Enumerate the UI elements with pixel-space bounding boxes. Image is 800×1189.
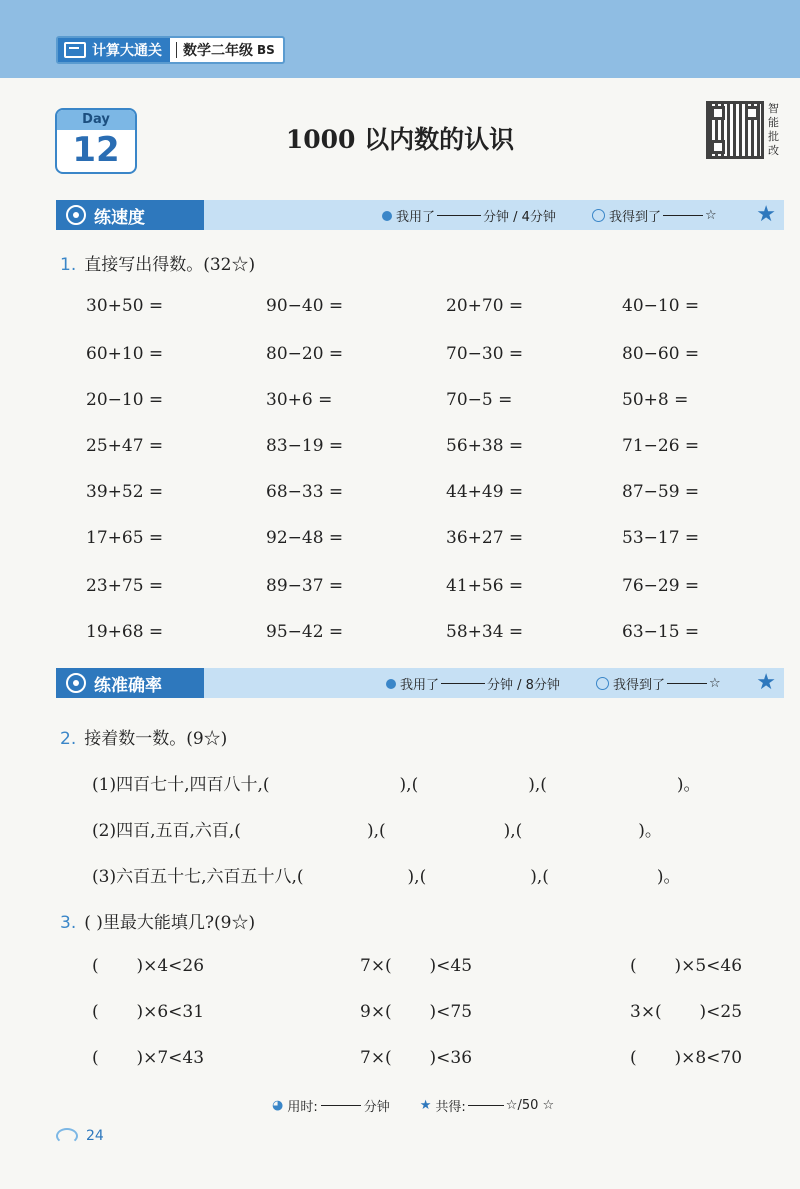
equation: 76−29 = <box>622 576 700 596</box>
equation: 60+10 = <box>86 344 164 364</box>
check-icon <box>596 677 609 690</box>
section-accuracy-tag <box>56 668 204 698</box>
equation: 56+38 = <box>446 436 524 456</box>
book-icon <box>64 42 86 58</box>
equation: 40−10 = <box>622 296 700 316</box>
inequality: 9×( )<75 <box>360 1002 473 1022</box>
series-block <box>58 38 170 62</box>
equation: 68−33 = <box>266 482 344 502</box>
star-icon: ★ <box>419 1098 432 1113</box>
section-accuracy-label: 练准确率 <box>94 675 162 696</box>
inequality: ( )×7<43 <box>92 1048 205 1068</box>
equation: 83−19 = <box>266 436 344 456</box>
equation: 58+34 = <box>446 622 524 642</box>
equation: 89−37 = <box>266 576 344 596</box>
qr-code-icon[interactable] <box>706 101 764 159</box>
equation: 36+27 = <box>446 528 524 548</box>
equation: 90−40 = <box>266 296 344 316</box>
equation: 71−26 = <box>622 436 700 456</box>
target-icon <box>66 673 86 693</box>
equation: 39+52 = <box>86 482 164 502</box>
equation: 50+8 = <box>622 390 689 410</box>
count-line-3: (3)六百五十七,六百五十八,( ),( ),( )。 <box>92 867 681 887</box>
equation: 20+70 = <box>446 296 524 316</box>
equation: 95−42 = <box>266 622 344 642</box>
question-2-heading: 2. 接着数一数。(9☆) <box>60 729 228 749</box>
question-3-heading: 3. ( )里最大能填几?(9☆) <box>60 913 256 933</box>
inequality: 7×( )<36 <box>360 1048 473 1068</box>
clock-icon <box>382 211 392 221</box>
count-line-1: (1)四百七十,四百八十,( ),( ),( )。 <box>92 775 701 795</box>
star-decoration-icon: ★ <box>756 202 776 227</box>
equation: 20−10 = <box>86 390 164 410</box>
day-number: 12 <box>72 130 120 170</box>
equation: 30+50 = <box>86 296 164 316</box>
section-accuracy-bar <box>56 668 784 698</box>
section-speed-tag <box>56 200 204 230</box>
series-header <box>56 36 285 64</box>
equation: 25+47 = <box>86 436 164 456</box>
footer-summary: ◕ 用时: 分钟 ★ 共得: ☆/50 ☆ <box>272 1098 555 1115</box>
top-band <box>0 0 800 78</box>
divider <box>176 42 177 58</box>
inequality: 3×( )<25 <box>630 1002 743 1022</box>
equation: 80−20 = <box>266 344 344 364</box>
inequality: ( )×6<31 <box>92 1002 205 1022</box>
qr-caption: 智 能 批 改 <box>768 102 779 157</box>
clock-icon: ◕ <box>272 1098 284 1113</box>
edition-label: BS <box>257 43 275 57</box>
section-speed-label: 练速度 <box>94 207 145 228</box>
page-number: 24 <box>56 1128 104 1144</box>
equation: 23+75 = <box>86 576 164 596</box>
star-decoration-icon: ★ <box>756 670 776 695</box>
time-used-1: 我用了 分钟 / 4分钟 <box>382 206 556 225</box>
equation: 87−59 = <box>622 482 700 502</box>
clock-icon <box>386 679 396 689</box>
equation: 19+68 = <box>86 622 164 642</box>
check-icon <box>592 209 605 222</box>
score-1: 我得到了 ☆ <box>592 206 717 225</box>
score-2: 我得到了 ☆ <box>596 674 721 693</box>
inequality: ( )×4<26 <box>92 956 205 976</box>
grade-label: 数学二年级 <box>183 43 253 59</box>
stopwatch-icon <box>66 205 86 225</box>
series-title: 计算大通关 <box>92 43 162 59</box>
inequality: ( )×5<46 <box>630 956 743 976</box>
inequality: ( )×8<70 <box>630 1048 743 1068</box>
equation: 92−48 = <box>266 528 344 548</box>
equation: 80−60 = <box>622 344 700 364</box>
section-speed-bar <box>56 200 784 230</box>
page-title: 1000 以内数的认识 <box>285 125 515 154</box>
equation: 44+49 = <box>446 482 524 502</box>
inequality: 7×( )<45 <box>360 956 473 976</box>
equation: 53−17 = <box>622 528 700 548</box>
equation: 70−5 = <box>446 390 513 410</box>
time-used-2: 我用了 分钟 / 8分钟 <box>386 674 560 693</box>
equation: 70−30 = <box>446 344 524 364</box>
equation: 63−15 = <box>622 622 700 642</box>
swirl-icon <box>56 1128 78 1144</box>
count-line-2: (2)四百,五百,六百,( ),( ),( )。 <box>92 821 662 841</box>
equation: 30+6 = <box>266 390 333 410</box>
question-1-heading: 1. 直接写出得数。(32☆) <box>60 255 256 275</box>
day-label: Day <box>57 110 135 130</box>
equation: 41+56 = <box>446 576 524 596</box>
equation: 17+65 = <box>86 528 164 548</box>
